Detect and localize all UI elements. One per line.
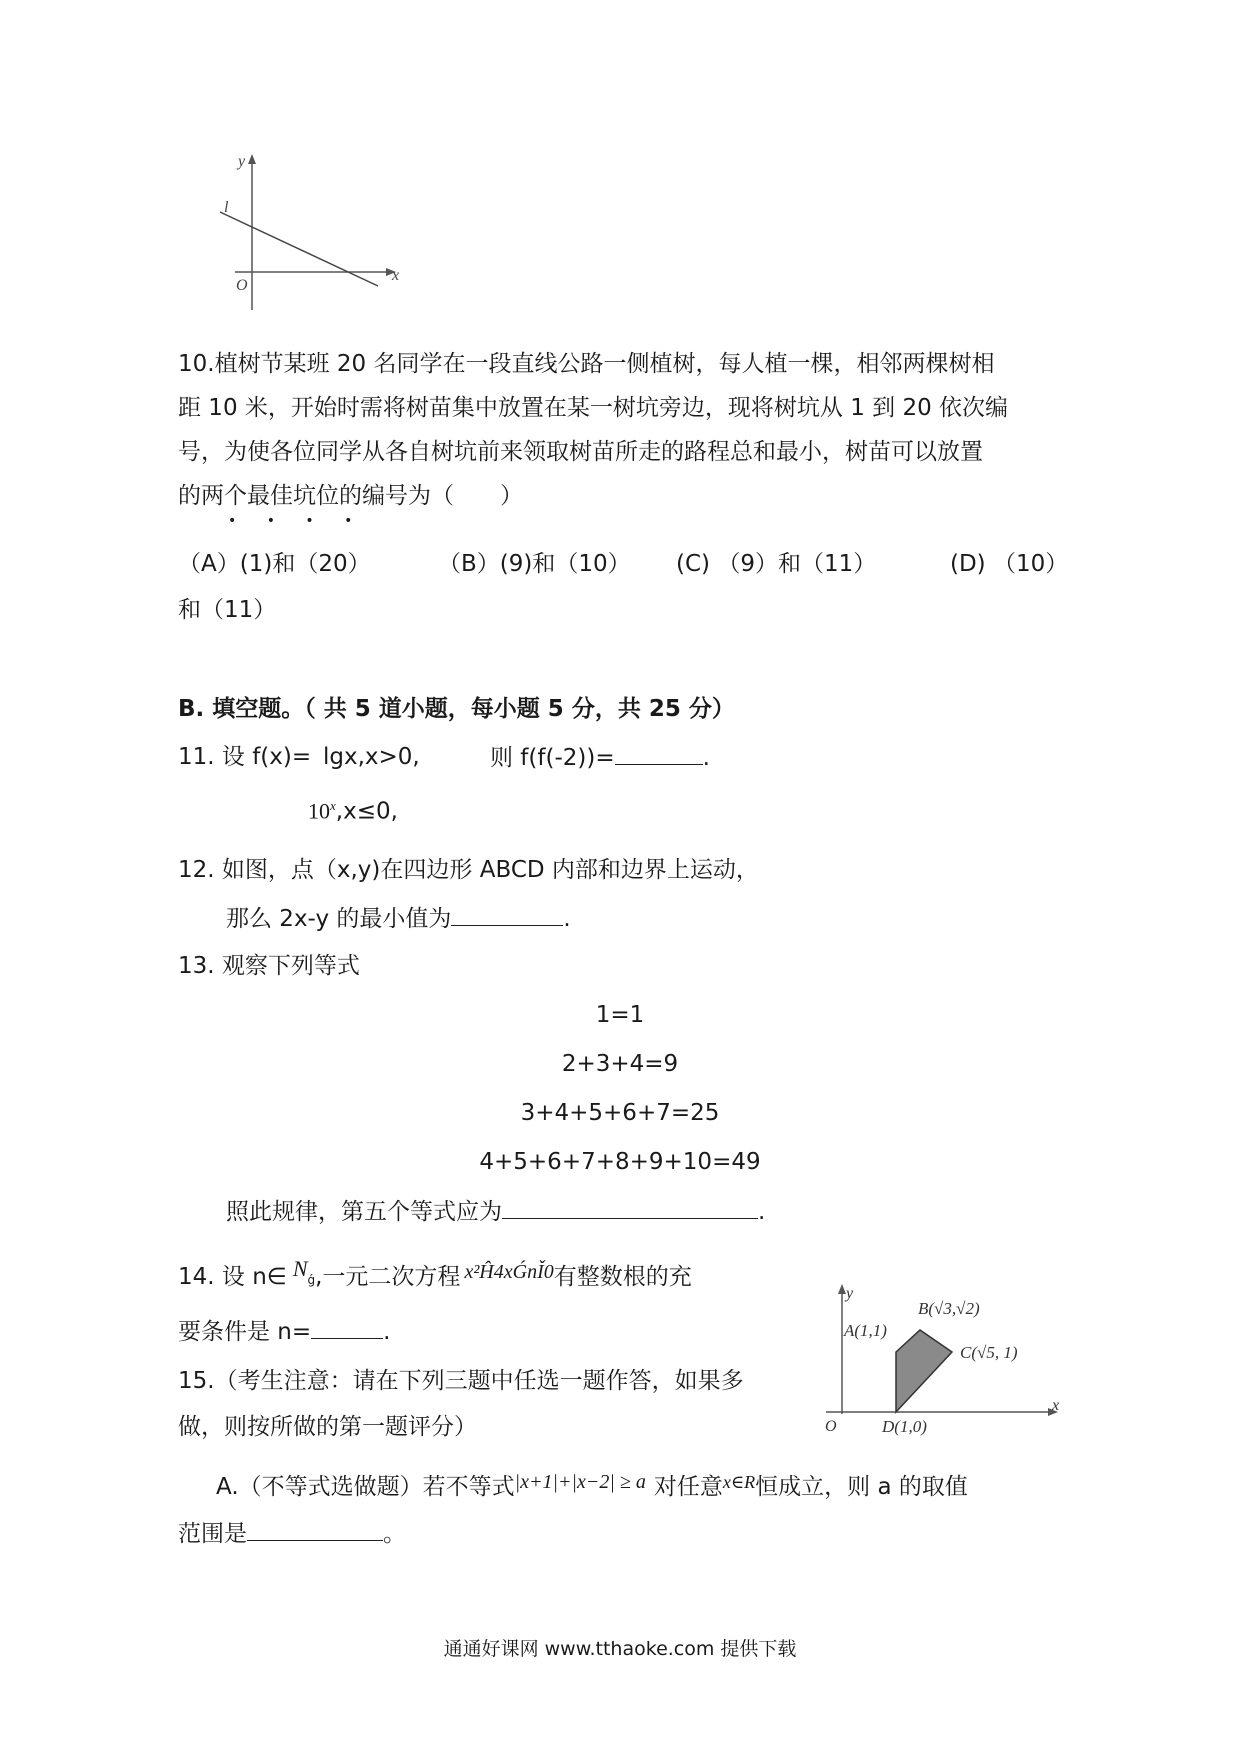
q10-option-d-cont: 和（11） [178, 597, 277, 623]
q11-piece1: lgx,x>0, [323, 744, 420, 770]
y-axis-arrow [838, 1284, 846, 1294]
q15-line1: 15.（考生注意：请在下列三题中任选一题作答，如果多 [178, 1368, 744, 1394]
q11-prefix: 11. 设 f(x)= [178, 744, 312, 770]
q11-end: . [702, 745, 710, 771]
q11-piece2-exp: x [330, 798, 336, 813]
point-b-label: B(√3,√2) [918, 1299, 980, 1318]
q11-ask-text: 则 f(f(-2))= [490, 745, 615, 771]
q11-piece2 [308, 798, 398, 824]
q15-line2: 做，则按所做的第一题评分） [178, 1414, 477, 1440]
x-label: x [1052, 1397, 1060, 1414]
q13-tail-text: 照此规律，第五个等式应为 [226, 1199, 502, 1225]
q14-equation: x²Ĥ4xǴnǏ0 [464, 1261, 554, 1283]
point-a-label: A(1,1) [844, 1321, 887, 1340]
q10-line1: 10.植树节某班 20 名同学在一段直线公路一侧植树，每人植一棵，相邻两棵树相 [178, 351, 995, 377]
line-l [220, 212, 378, 286]
point-c-label: C(√5, 1) [960, 1343, 1018, 1362]
point-d-label: D(1,0) [882, 1417, 927, 1436]
q11-ask [490, 742, 710, 773]
q15-a-blank [247, 1518, 383, 1541]
q15-a-line1 [216, 1472, 968, 1503]
q13-eq1: 1=1 [595, 1002, 645, 1028]
q13-eq3: 3+4+5+6+7=25 [520, 1100, 720, 1126]
q10-line4: 的两个最佳坑位的编号为（ ） [178, 483, 523, 509]
q11-piece2-base: 10 [308, 798, 330, 824]
q14-prefix: 14. 设 n∈ [178, 1264, 287, 1290]
section-b-title: B. 填空题。（ 共 5 道小题，每小题 5 分，共 25 分） [178, 696, 735, 722]
q14-line2-text: 要条件是 n= [178, 1319, 312, 1345]
q13-eq2: 2+3+4=9 [561, 1051, 679, 1077]
line-label: l [224, 199, 229, 216]
quadrilateral-figure [820, 1282, 1070, 1442]
q15-a-end: 。 [383, 1521, 406, 1547]
q15-a-formula: |x+1|+|x−2| ≥ a [514, 1471, 646, 1493]
q13-blank [502, 1196, 758, 1219]
q14-set: N [292, 1256, 308, 1281]
q10-option-d: (D) （10） [950, 551, 1069, 577]
q11-blank [615, 742, 703, 765]
q10-option-a: （A）(1)和（20） [178, 551, 371, 577]
q15-a-line2-text: 范围是 [178, 1521, 247, 1547]
emphasis-dots: • • • • [228, 513, 366, 529]
q14-blank [311, 1316, 383, 1339]
q13-tail [226, 1196, 765, 1227]
q13-title: 13. 观察下列等式 [178, 953, 360, 979]
quadrilateral-abcd [896, 1330, 952, 1412]
q12-end: . [563, 906, 571, 932]
origin-label: O [236, 277, 248, 294]
y-label: y [846, 1285, 854, 1302]
q15-a-prefix: A.（不等式选做题）若不等式 [216, 1474, 515, 1500]
q12-line2-text: 那么 2x-y 的最小值为 [226, 906, 452, 932]
origin-label: O [825, 1418, 837, 1435]
q12-line1: 12. 如图，点（x,y)在四边形 ABCD 内部和边界上运动， [178, 857, 759, 883]
q12-blank [451, 903, 563, 926]
q15-a-cond: x∈R [722, 1472, 756, 1492]
x-label: x [392, 267, 400, 284]
q10-line2: 距 10 米，开始时需将树苗集中放置在某一树坑旁边，现将树坑从 1 到 20 依次编 [178, 395, 1009, 421]
q10-option-b: （B）(9)和（10） [438, 551, 631, 577]
q11-piece2-rest: ,x≤0, [335, 798, 398, 825]
q14-set-sub: ǵ [307, 1273, 316, 1287]
y-label: y [238, 153, 246, 170]
q14-mid: ,一元二次方程 [315, 1264, 461, 1290]
line-graph-figure [200, 140, 440, 330]
q15-a-line2 [178, 1518, 406, 1549]
q12-line2 [226, 903, 571, 934]
q15-a-suffix: 恒成立，则 a 的取值 [755, 1474, 968, 1500]
q14-line2 [178, 1316, 390, 1347]
q10-option-c: (C) （9）和（11） [676, 551, 877, 577]
q14-suffix: 有整数根的充 [553, 1264, 692, 1290]
footer: 通通好课网 www.tthaoke.com 提供下载 [443, 1638, 797, 1660]
q13-eq4: 4+5+6+7+8+9+10=49 [479, 1149, 761, 1175]
y-axis-arrow [248, 154, 256, 164]
q15-a-mid: 对任意 [653, 1474, 723, 1500]
q10-line3: 号，为使各位同学从各自树坑前来领取树苗所走的路程总和最小，树苗可以放置 [178, 439, 983, 465]
q14-end: . [383, 1319, 391, 1345]
q14-line1 [178, 1256, 692, 1295]
q13-end: . [758, 1199, 766, 1225]
